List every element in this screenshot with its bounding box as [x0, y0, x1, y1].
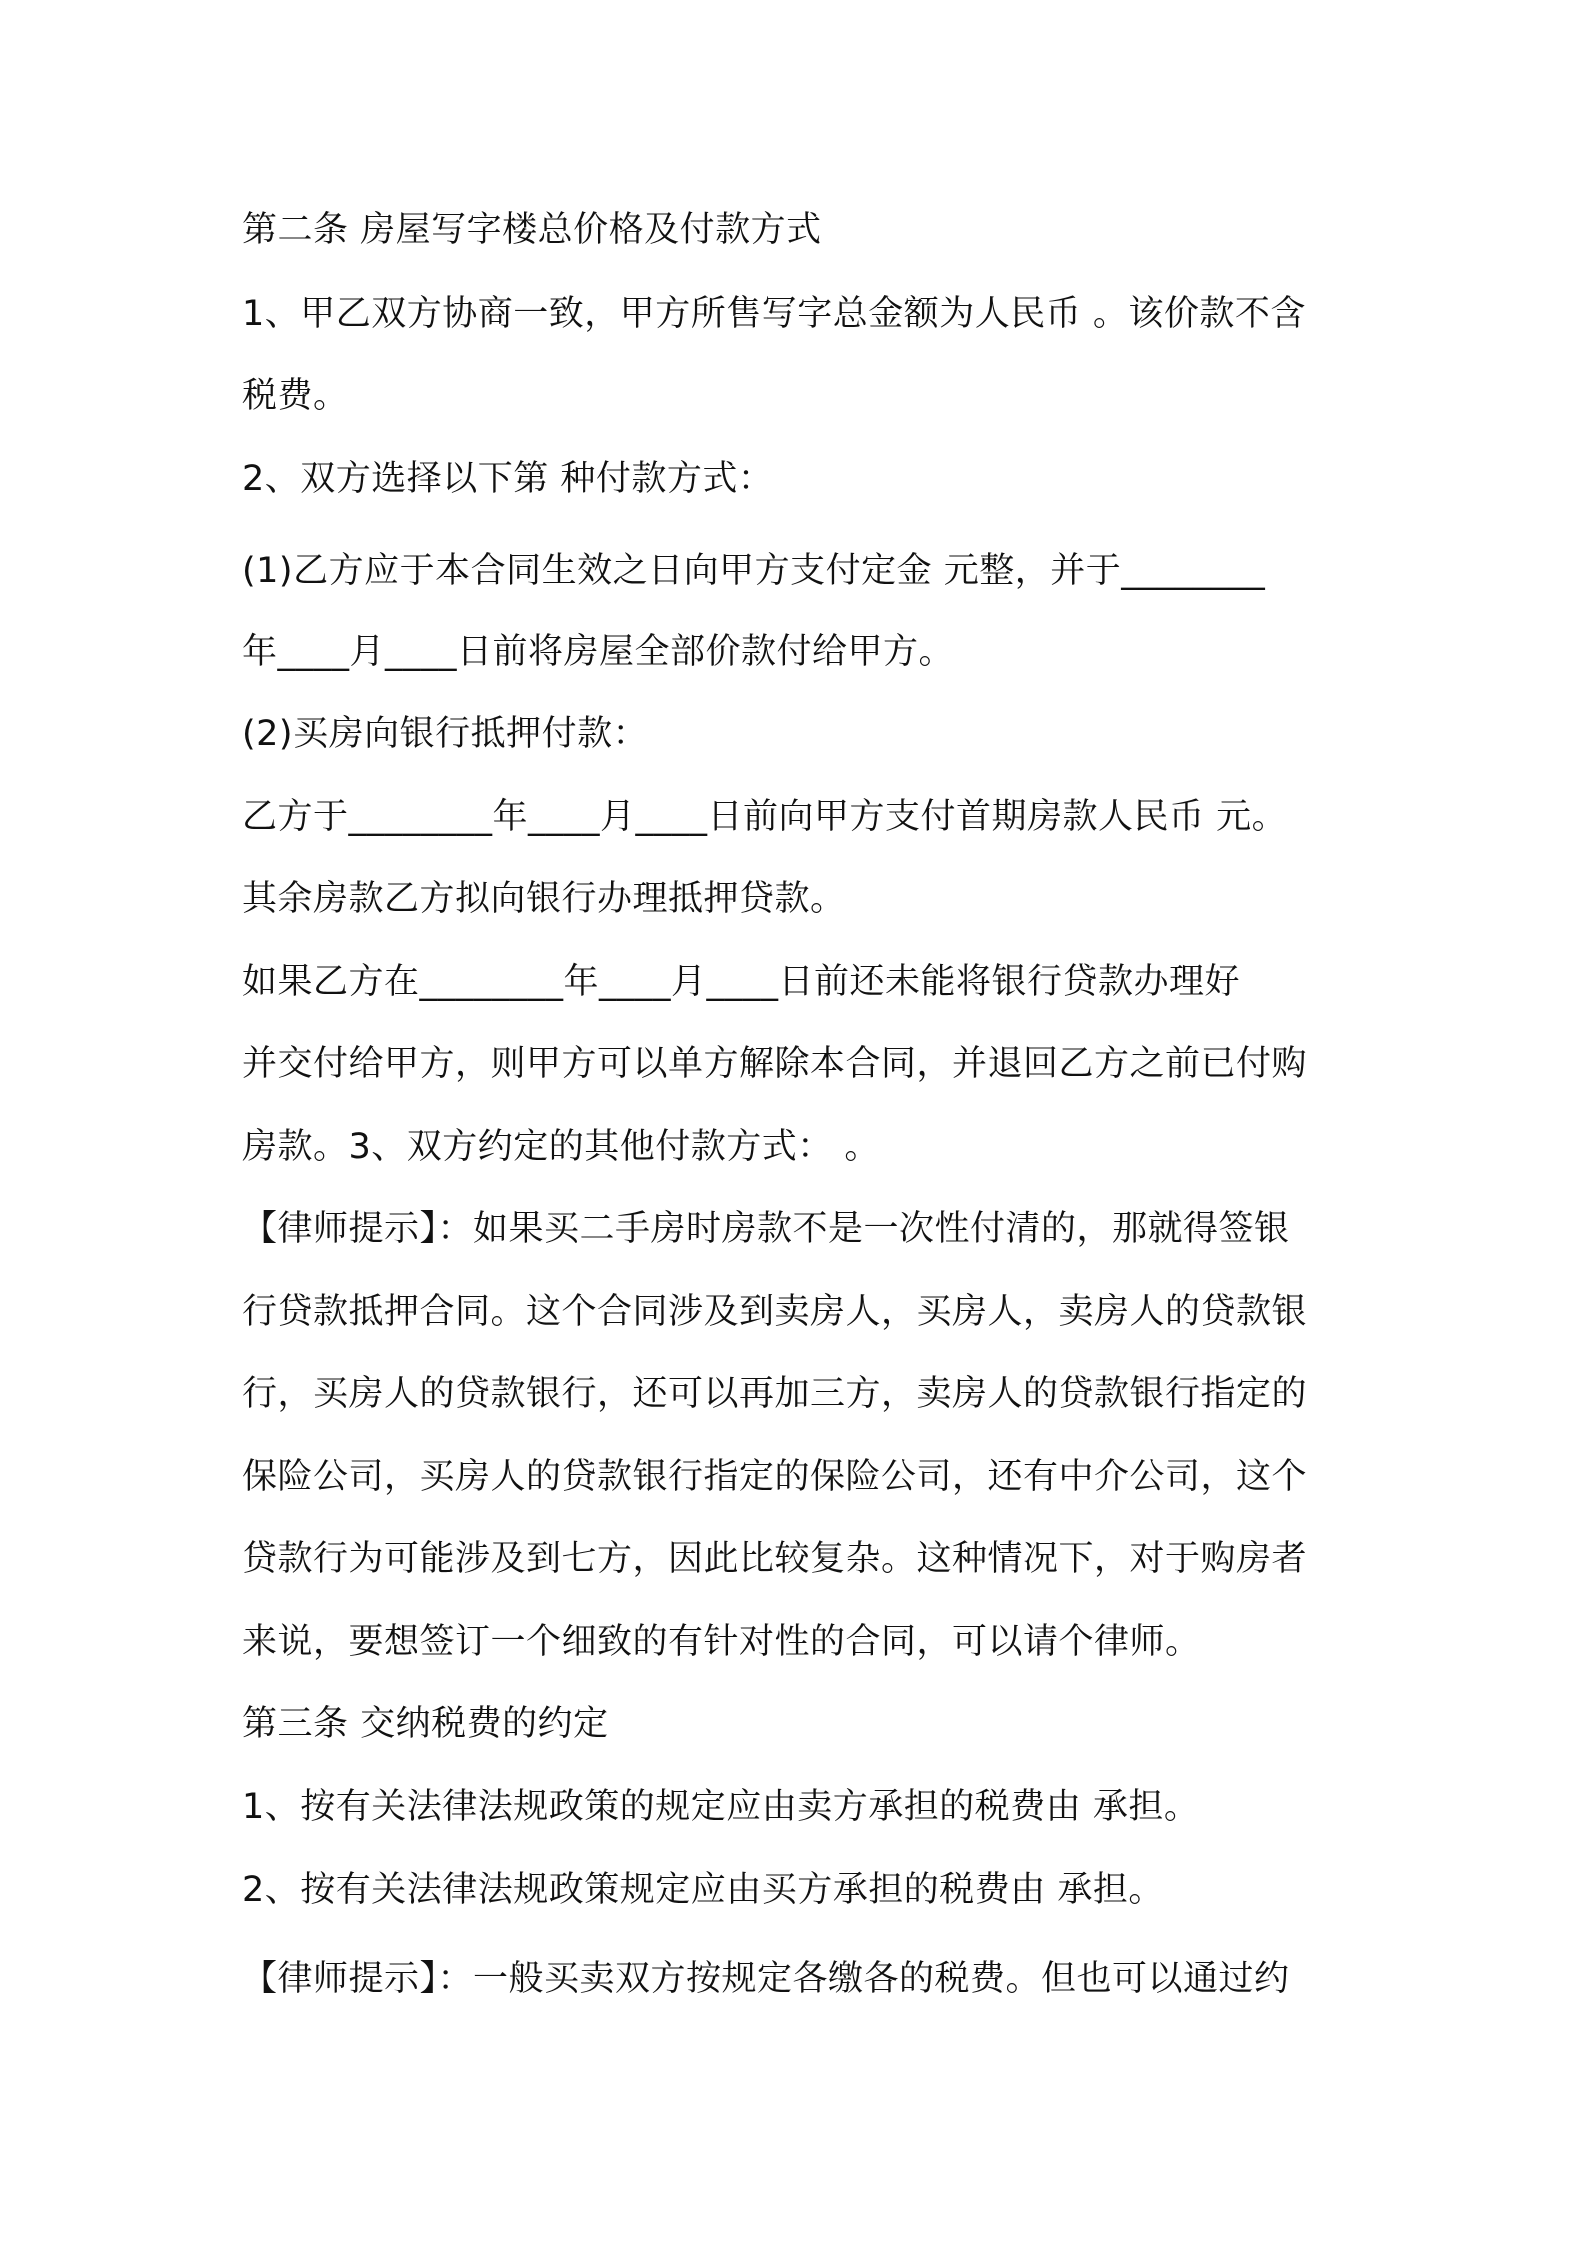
paragraph-line: 1、按有关法律法规政策的规定应由卖方承担的税费由 承担。 — [242, 1787, 1200, 1827]
paragraph-line: 如果乙方在________年____月____日前还未能将银行贷款办理好 — [242, 962, 1241, 1002]
lawyer-tip-line: 【律师提示】：一般买卖双方按规定各缴各的税费。但也可以通过约 — [242, 1959, 1290, 1999]
article-2-heading: 第二条 房屋写字楼总价格及付款方式 — [242, 210, 822, 250]
lawyer-tip-line: 来说，要想签订一个细致的有针对性的合同，可以请个律师。 — [242, 1622, 1201, 1662]
lawyer-tip-line: 保险公司，买房人的贷款银行指定的保险公司，还有中介公司，这个 — [242, 1457, 1308, 1497]
paragraph-line: 1、甲乙双方协商一致，甲方所售写字总金额为人民币 。该价款不含 — [242, 294, 1306, 334]
lawyer-tip-line: 【律师提示】：如果买二手房时房款不是一次性付清的，那就得签银 — [242, 1209, 1290, 1249]
paragraph-line: 其余房款乙方拟向银行办理抵押贷款。 — [242, 879, 846, 919]
paragraph-line: 年____月____日前将房屋全部价款付给甲方。 — [242, 632, 955, 672]
paragraph-line: 乙方于________年____月____日前向甲方支付首期房款人民币 元。 — [242, 797, 1288, 837]
lawyer-tip-line: 贷款行为可能涉及到七方，因此比较复杂。这种情况下，对于购房者 — [242, 1539, 1308, 1579]
article-3-heading: 第三条 交纳税费的约定 — [242, 1704, 609, 1744]
paragraph-line: 2、双方选择以下第 种付款方式： — [242, 459, 774, 499]
paragraph-line: 并交付给甲方，则甲方可以单方解除本合同，并退回乙方之前已付购 — [242, 1044, 1308, 1084]
paragraph-line: 房款。3、双方约定的其他付款方式： 。 — [242, 1127, 880, 1167]
paragraph-line: (1)乙方应于本合同生效之日向甲方支付定金 元整，并于________ — [242, 551, 1266, 591]
lawyer-tip-line: 行，买房人的贷款银行，还可以再加三方，卖房人的贷款银行指定的 — [242, 1374, 1308, 1414]
paragraph-line: 税费。 — [242, 376, 349, 416]
paragraph-line: 2、按有关法律法规政策规定应由买方承担的税费由 承担。 — [242, 1870, 1164, 1910]
paragraph-line: (2)买房向银行抵押付款： — [242, 714, 649, 754]
lawyer-tip-line: 行贷款抵押合同。这个合同涉及到卖房人，买房人，卖房人的贷款银 — [242, 1292, 1308, 1332]
